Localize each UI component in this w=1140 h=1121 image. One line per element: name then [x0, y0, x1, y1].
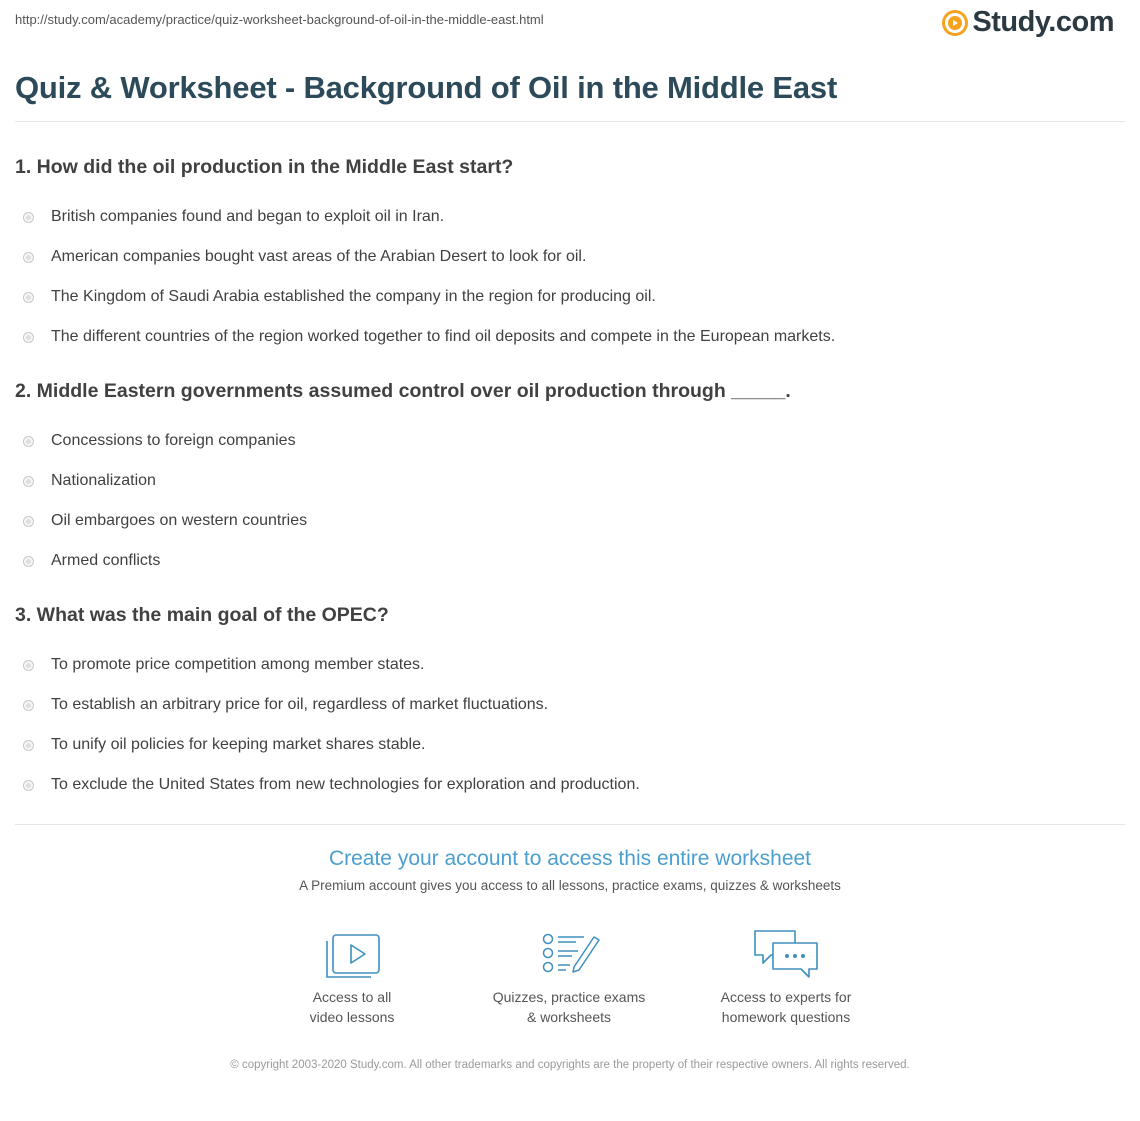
radio-icon[interactable] — [23, 556, 34, 567]
option-label: British companies found and began to exploit oil in Iran. — [51, 208, 445, 225]
option-label: Armed conflicts — [51, 552, 161, 569]
cta-divider — [15, 824, 1125, 825]
answer-option[interactable] — [15, 421, 1125, 461]
radio-icon[interactable] — [23, 660, 34, 671]
copyright-notice: © copyright 2003-2020 Study.com. All other trademarks and copyrights are the property of their respective owners. All rights reserved. — [230, 1059, 910, 1071]
logo-text: Study.com — [972, 6, 1114, 38]
answer-option[interactable] — [15, 317, 1125, 357]
answer-options — [15, 197, 1125, 357]
answer-option[interactable] — [15, 501, 1125, 541]
option-label: American companies bought vast areas of the Arabian Desert to look for oil. — [51, 248, 587, 265]
option-label: The different countries of the region worked together to find oil deposits and compete in the European markets. — [51, 328, 836, 345]
title-divider — [15, 121, 1125, 122]
feature-label: Access to experts for homework questions — [720, 989, 852, 1025]
quiz-checklist-icon — [534, 925, 604, 981]
question-2 — [15, 379, 1125, 581]
answer-option[interactable] — [15, 461, 1125, 501]
answer-option[interactable] — [15, 725, 1125, 765]
option-label: To exclude the United States from new technologies for exploration and production. — [51, 776, 640, 793]
radio-icon[interactable] — [23, 476, 34, 487]
page-url: http://study.com/academy/practice/quiz-worksheet-background-of-oil-in-the-middle-east.html — [15, 12, 544, 27]
radio-icon[interactable] — [23, 252, 34, 263]
option-label: Concessions to foreign companies — [51, 432, 296, 449]
question-text: 3. What was the main goal of the OPEC? — [15, 604, 389, 626]
radio-icon[interactable] — [23, 740, 34, 751]
radio-icon[interactable] — [23, 436, 34, 447]
cta-subtitle: A Premium account gives you access to all lessons, practice exams, quizzes & worksheets — [299, 878, 841, 893]
study-logo[interactable] — [942, 6, 1114, 39]
question-text: 1. How did the oil production in the Middle East start? — [15, 156, 514, 178]
radio-icon[interactable] — [23, 780, 34, 791]
radio-icon[interactable] — [23, 292, 34, 303]
question-3 — [15, 603, 1125, 805]
radio-icon[interactable] — [23, 516, 34, 527]
radio-icon[interactable] — [23, 332, 34, 343]
option-label: Oil embargoes on western countries — [51, 512, 308, 529]
feature-experts — [686, 925, 886, 1027]
answer-option[interactable] — [15, 685, 1125, 725]
chat-bubbles-icon — [751, 925, 821, 981]
play-logo-icon — [942, 10, 968, 36]
option-label: To unify oil policies for keeping market shares stable. — [51, 736, 426, 753]
option-label: The Kingdom of Saudi Arabia established the company in the region for producing oil. — [51, 288, 656, 305]
option-label: To establish an arbitrary price for oil, regardless of market fluctuations. — [51, 696, 549, 713]
option-label: To promote price competition among member states. — [51, 656, 425, 673]
answer-option[interactable] — [15, 645, 1125, 685]
answer-option[interactable] — [15, 197, 1125, 237]
page-title: Quiz & Worksheet - Background of Oil in the Middle East — [15, 70, 838, 105]
feature-label: Access to all video lessons — [309, 989, 395, 1025]
answer-options — [15, 645, 1125, 805]
answer-option[interactable] — [15, 765, 1125, 805]
answer-option[interactable] — [15, 277, 1125, 317]
answer-option[interactable] — [15, 541, 1125, 581]
answer-option[interactable] — [15, 237, 1125, 277]
feature-quizzes — [469, 925, 669, 1027]
video-lesson-icon — [317, 925, 387, 981]
radio-icon[interactable] — [23, 700, 34, 711]
question-1 — [15, 155, 1125, 357]
answer-options — [15, 421, 1125, 581]
option-label: Nationalization — [51, 472, 156, 489]
create-account-link[interactable]: Create your account to access this entire worksheet — [328, 847, 812, 870]
question-text: 2. Middle Eastern governments assumed control over oil production through _____. — [15, 380, 791, 402]
radio-icon[interactable] — [23, 212, 34, 223]
feature-label: Quizzes, practice exams & worksheets — [492, 989, 646, 1025]
feature-video-lessons — [252, 925, 452, 1027]
